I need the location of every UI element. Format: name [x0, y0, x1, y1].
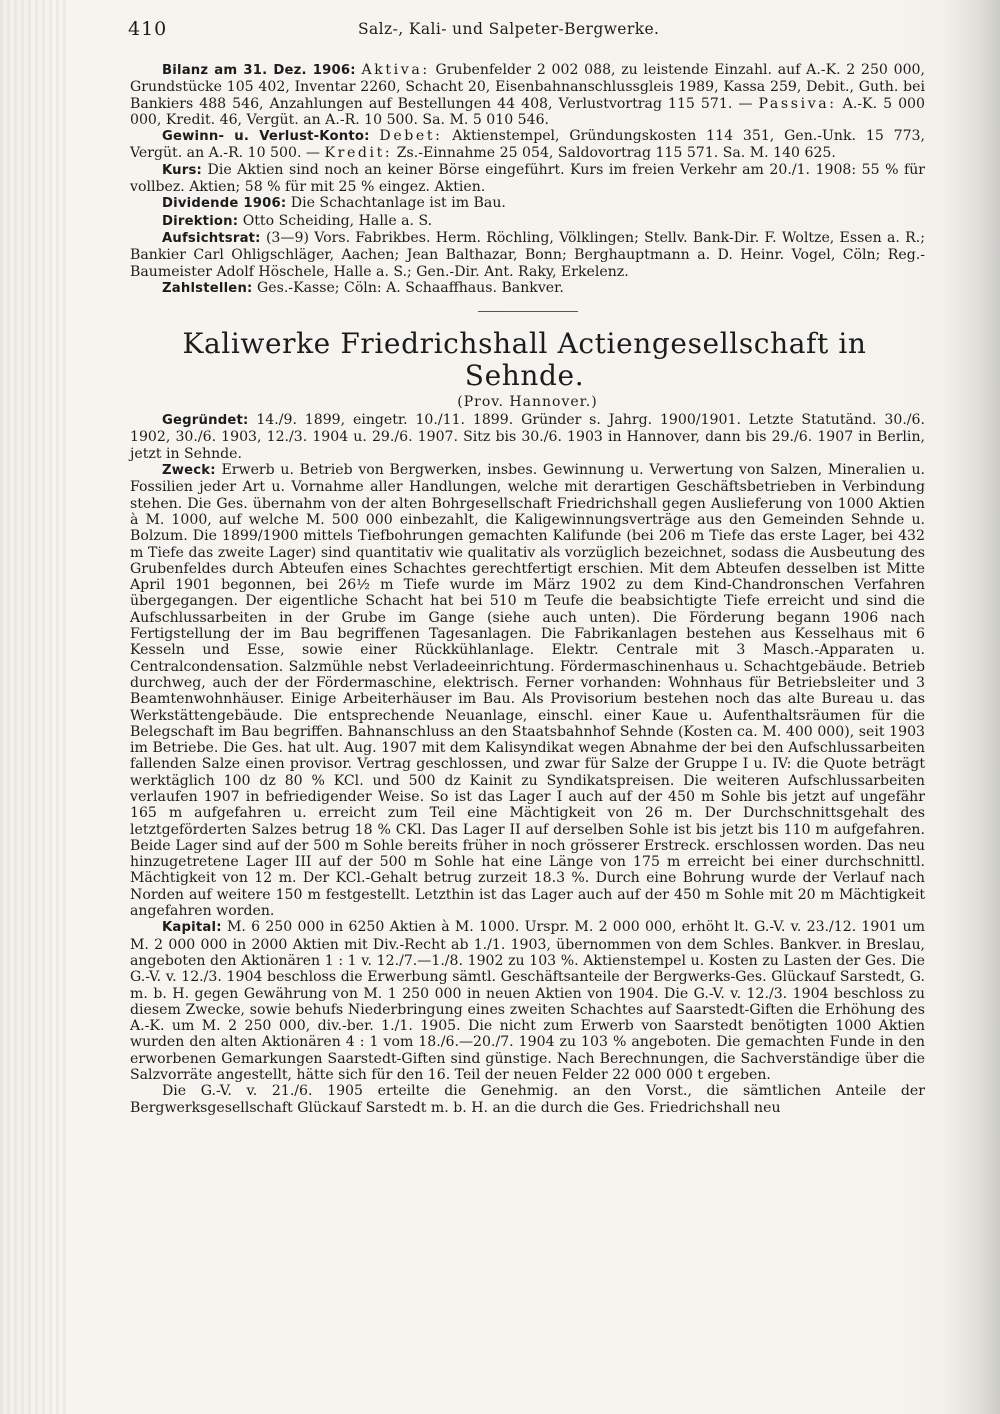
company-title: Kaliwerke Friedrichshall Actiengesellschaft in Sehnde. — [182, 327, 867, 393]
direktion-label: Direktion: — [162, 213, 239, 229]
page-shadow-left — [0, 0, 70, 1414]
kurs-paragraph — [130, 162, 925, 196]
kapital-text: M. 6 250 000 in 6250 Aktien à M. 1000. Urspr. M. 2 000 000, erhöht lt. G.-V. v. 23./12. 1901 um M. 2 000 000 in 2000 Aktien mit Div.-Recht ab 1./1. 1903, übernommen von dem Schles. Bankver. in Breslau, angeboten den Aktionären 1 : 1 v. 12./7.—1./8. 1902 zu 103 %. Aktienstempel u. Kosten zu Lasten der Ges. Die G.-V. v. 12./3. 1904 beschloss die Erwerbung sämtl. Geschäftsanteile der Bergwerks-Ges. Glückauf Sarstedt, G. m. b. H. gegen Gewährung von M. 1 250 000 in neuen Aktien von 1904. Die G.-V. v. 12./3. 1904 beschloss zu diesem Zwecke, sowie behufs Niederbringung eines zweiten Schachtes auf Saarstedt-Giften die Erhöhung des A.-K. um M. 2 250 000, div.-ber. 1./1. 1905. Die nicht zum Erwerb von Saarstedt benötigten 1000 Aktien wurden den alten Aktionären 4 : 1 vom 18./6.—20./7. 1904 zu 103 % angeboten. Die gemachten Funde in den erworbenen Gemarkungen Saarstedt-Giften sind günstige. Nach Berechnungen, die Sachverständige über die Salzvorräte angestellt, hätte sich für den 16. Teil der neuen Felder 22 000 000 t ergeben. — [130, 919, 925, 1084]
bilanz-passiva-label: Passiva: — [758, 95, 837, 112]
gv-debet-label: Debet: — [379, 128, 443, 145]
dividende-label: Dividende 1906: — [162, 196, 287, 212]
direktion-paragraph — [130, 213, 925, 230]
running-title: Salz-, Kali- und Salpeter-Bergwerke. — [358, 20, 660, 38]
gv-1905-paragraph — [130, 1083, 925, 1116]
dividende-text: Die Schachtanlage ist im Bau. — [290, 195, 506, 212]
kurs-label: Kurs: — [162, 162, 203, 178]
page-number: 410 — [128, 18, 168, 40]
gv-1905-text: Die G.-V. v. 21./6. 1905 erteilte die Genehmig. an den Vorst., die sämtlichen Anteile der Bergwerksgesellschaft Glückauf Sarstedt m. b. H. an die durch die Ges. Friedrichshall neu — [130, 1083, 925, 1116]
gv-debet-text: Aktienstempel, Gründungskosten 114 351, Gen.-Unk. 15 773, Vergüt. an A.-R. 10 500. — — [130, 128, 926, 162]
dividende-paragraph — [130, 195, 925, 212]
zahlstellen-paragraph — [130, 280, 925, 297]
aufsichtsrat-label: Aufsichtsrat: — [162, 230, 261, 246]
kapital-label: Kapital: — [162, 920, 222, 936]
page-body — [130, 62, 925, 1116]
direktion-text: Otto Scheiding, Halle a. S. — [242, 212, 433, 229]
zahlstellen-label: Zahlstellen: — [162, 280, 253, 296]
kurs-text: Die Aktien sind noch an keiner Börse eingeführt. Kurs im freien Verkehr am 20./1. 1908: 55 % für vollbez. Aktien; 58 % für mit 25 % eingez. Aktien. — [130, 161, 926, 196]
gewinn-verlust-paragraph — [130, 128, 925, 162]
zahlstellen-text: Ges.-Kasse; Cöln: A. Schaaffhaus. Bankver. — [257, 279, 564, 296]
zweck-text: Erwerb u. Betrieb von Bergwerken, insbes. Gewinnung u. Verwertung von Salzen, Mineralien u. Fossilien jeder Art u. Vornahme aller Handlungen, welche mit derartigen Geschäftsbetrieben in Verbindung stehen. Die Ges. übernahm von der alten Bohrgesellschaft Friedrichshall gegen Auslieferung von 1000 Aktien à M. 1000, auf welche M. 500 000 einbezahlt, die Kaligewinnungsverträge aus den Gemeinden Sehnde u. Bolzum. Die 1899/1900 mittels Tiefbohrungen gemachten Kalifunde (bei 206 m Tiefe das erste Lager, bei 432 m Tiefe das zweite Lager) sind quantitativ wie qualitativ als vorzüglich bezeichnet, sodass die Ausbeutung des Grubenfeldes durch Abteufen eines Schachtes gerechtfertigt erschien. Mit dem Abteufen desselben ist Mitte April 1901 begonnen, bei 26½ m Tiefe wurde im März 1902 zu dem Kind-Chandronschen Verfahren übergegangen. Der eigentliche Schacht hat bei 510 m Teufe die beabsichtigte Tiefe erreicht und sind die Aufschlussarbeiten in der Grube im Gange (siehe auch unten). Die Förderung begann 1906 nach Fertigstellung der im Bau begriffenen Tagesanlagen. Die Fabrikanlagen bestehen aus Kesselhaus mit 6 Kesseln und Esse, sowie einer Rückkühlanlage. Elektr. Centrale mit 3 Masch.-Apparaten u. Centralcondensation. Salzmühle nebst Verladeeinrichtung. Fördermaschinenhaus u. Schachtgebäude. Betrieb durchweg, auch der der Fördermaschine, elektrisch. Ferner vorhanden: Wohnhaus für Betriebsleiter und 3 Beamtenwohnhäuser. Einige Arbeiterhäuser im Bau. Als Provisorium bestehen noch das alte Bureau u. das Werkstättengebäude. Die entsprechende Neuanlage, einschl. einer Kaue u. Aufenthaltsräumen für die Belegschaft im Bau begriffen. Bahnanschluss an den Staatsbahnhof Sehnde (Kosten ca. M. 400 000), seit 1903 im Betriebe. Die Ges. hat ult. Aug. 1907 mit dem Kalisyndikat wegen Abnahme der bei den Aufschlussarbeiten fallenden Salze einen provisor. Vertrag geschlossen, und zwar für Salze der Gruppe I u. IV: die Quote beträgt werktäglich 100 dz 80 % KCl. und 500 dz Kainit zu Syndikatspreisen. Die weiteren Aufschlussarbeiten verlaufen 1907 in befriedigender Weise. So ist das Lager I auch auf der 450 m Sohle bis jetzt auf ungefähr 165 m aufgefahren u. erreicht zum Teil eine Mächtigkeit von 26 m. Der Durchschnittsgehalt des letztgeförderten Salzes betrug 18 % CKl. Das Lager II auf derselben Sohle ist bis jetzt bis 110 m aufgefahren. Beide Lager sind auf der 500 m Sohle bereits früher in noch grösserer Erstreck. erschlossen worden. Das neu hinzugetretene Lager III auf der 500 m Sohle hat eine Länge von 175 m erreicht bei einer durchschnittl. Mächtigkeit von 12 m. Der KCl.-Gehalt betrug zurzeit 18.3 %. Durch eine Bohrung wurde der Verlauf nach Norden auf weitere 150 m festgestellt. Letzthin ist das Lager auch auf der 450 m Sohle mit 20 m Mächtigkeit angefahren worden. — [130, 462, 926, 920]
bilanz-aktiva-text: Grubenfelder 2 002 088, zu leistende Einzahl. auf A.-K. 2 250 000, Grundstücke 105 402, Inventar 2260, Schacht 20, Eisenbahnanschlussgleis 1989, Kassa 259, Debit., Guth. bei Bankiers 488 546, Anzahlungen auf Bestellungen 44 408, Verlustvortrag 115 571. — — [130, 62, 926, 112]
gegruendet-label: Gegründet: — [162, 413, 249, 429]
zweck-paragraph — [130, 462, 925, 919]
page-shadow-right — [945, 0, 1000, 1414]
zweck-label: Zweck: — [162, 463, 216, 479]
bilanz-paragraph — [130, 62, 925, 128]
section-divider — [478, 311, 578, 312]
aufsichtsrat-paragraph — [130, 230, 925, 280]
gegruendet-paragraph — [130, 412, 925, 462]
gv-label: Gewinn- u. Verlust-Konto: — [162, 129, 370, 145]
aufsichtsrat-text: (3—9) Vors. Fabrikbes. Herm. Röchling, Völklingen; Stellv. Bank-Dir. F. Woltze, Essen a. R.; Bankier Carl Ohligschläger, Aachen; Jean Balthazar, Bonn; Berghauptmann a. D. Heinr. Vogel, Cöln; Reg.-Baumeister Adolf Höschele, Halle a. S.; Gen.-Dir. Ant. Raky, Erkelenz. — [130, 229, 925, 280]
bilanz-label: Bilanz am 31. Dez. 1906: — [162, 63, 356, 78]
gv-kredit-label: Kredit: — [324, 145, 393, 162]
bilanz-passiva-text: A.-K. 5 000 000, Kredit. 46, Vergüt. an A.-R. 10 500. Sa. M. 5 010 546. — [130, 95, 925, 128]
bilanz-aktiva-label: Aktiva: — [361, 62, 430, 78]
kapital-paragraph — [130, 919, 925, 1083]
company-region: (Prov. Hannover.) — [457, 394, 598, 411]
gegruendet-text: 14./9. 1899, eingetr. 10./11. 1899. Gründer s. Jahrg. 1900/1901. Letzte Statutänd. 30./6. 1902, 30./6. 1903, 12./3. 1904 u. 29./6. 1907. Sitz bis 30./6. 1903 in Hannover, dann bis 29./6. 1907 in Berlin, jetzt in Sehnde. — [130, 412, 925, 462]
running-header — [128, 18, 928, 48]
gv-kredit-text: Zs.-Einnahme 25 054, Saldovortrag 115 571. Sa. M. 140 625. — [396, 145, 836, 162]
